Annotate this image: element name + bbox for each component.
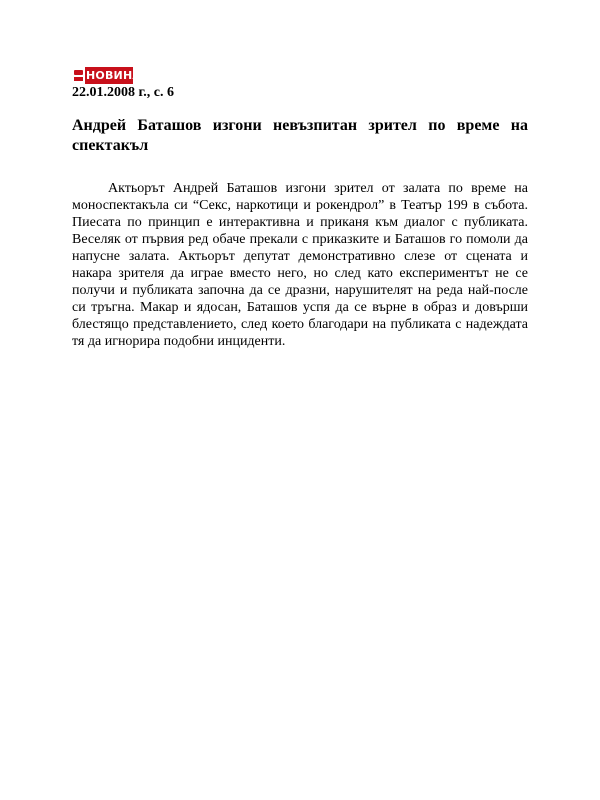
article-headline: Андрей Баташов изгони невъзпитан зрител по време на спектакъл xyxy=(72,117,528,154)
article-body: Актьорът Андрей Баташов изгони зрител от залата по време на моноспектакъла си “Секс, наркотици и рокендрол” в Театър 199 в събота. Пиесата по принцип е интерактивна и приканя към диалог с публиката. Веселяк от първия ред обаче прекали с приказките и Баташов го помоли да напусне залата. Актьорът депутат демонстративно слезе от сцената и накара зрителя да играе вместо него, но след като експериментът не се получи и публиката започна да се дразни, нарушителят на реда най-после си тръгна. Макар и ядосан, Баташов успя да се върне в образ и довърши блестящо представлението, след което благодари на публиката с надеждата тя да игнорира подобни инциденти. xyxy=(72,181,528,349)
newspaper-logo xyxy=(72,67,150,84)
logo-text: НОВИНАР xyxy=(86,69,150,82)
publication-date: 22.01.2008 г., с. 6 xyxy=(72,85,174,100)
logo-emblem-icon xyxy=(72,67,85,84)
